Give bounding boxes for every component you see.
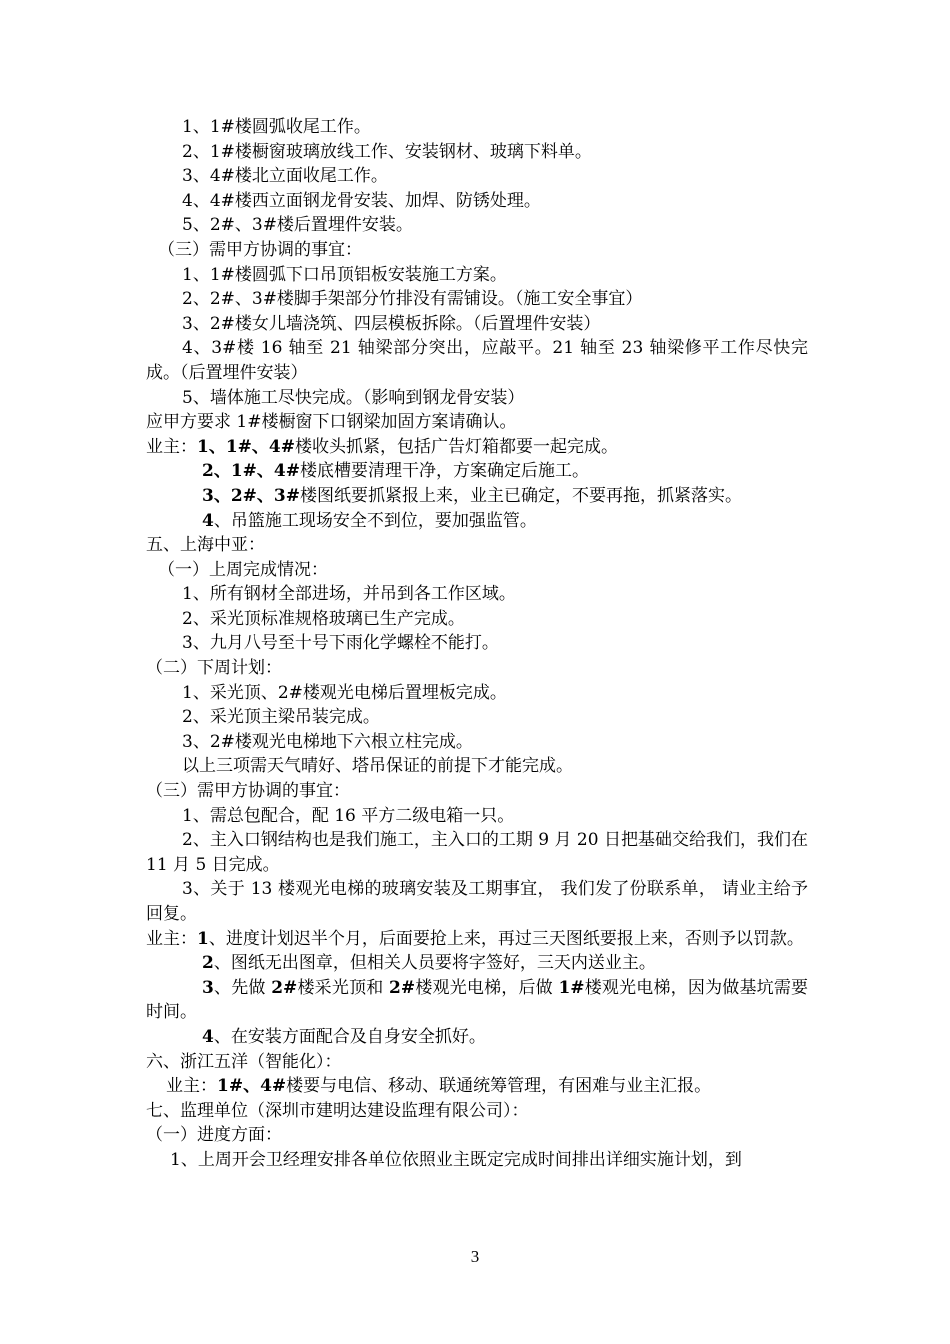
item-text: 楼要与电信、移动、联通统筹管理，有困难与业主汇报。 (286, 1076, 712, 1097)
document-body (146, 115, 808, 1173)
item-number: 2 (202, 953, 214, 974)
owner-remark (146, 435, 808, 460)
section-heading: （三）需甲方协调的事宜： (158, 239, 362, 260)
item-number: 4 (202, 1026, 214, 1047)
text-paragraph: 4、3#楼 16 轴至 21 轴梁部分突出，应敲平。21 轴至 23 轴梁修平工作尽快完成。（后置埋件安装） (146, 338, 808, 383)
text-line: 1、1#楼圆弧下口吊顶铝板安装施工方案。 (182, 264, 507, 285)
item-number: 1、1#、4# (197, 436, 295, 457)
item-text: 、在安装方面配合及自身安全抓好。 (213, 1026, 486, 1047)
page-number: 3 (470, 1247, 480, 1266)
text-line: 2、采光顶标准规格玻璃已生产完成。 (182, 608, 465, 629)
subsection-heading: （二）下周计划： (146, 658, 282, 679)
text-line: 5、2#、3#楼后置埋件安装。 (182, 215, 413, 236)
text-line: 1、所有钢材全部进场，并吊到各工作区域。 (182, 584, 516, 605)
text-paragraph: 3、关于 13 楼观光电梯的玻璃安装及工期事宜， 我们发了份联系单， 请业主给予回复。 (146, 879, 808, 924)
text-line: 3、4#楼北立面收尾工作。 (182, 166, 388, 187)
text-line: 应甲方要求 1#楼橱窗下口钢梁加固方案请确认。 (146, 412, 517, 433)
item-text: 楼收头抓紧，包括广告灯箱都要一起完成。 (294, 436, 618, 457)
text-line: 1、1#楼圆弧收尾工作。 (182, 117, 371, 137)
item-text: 楼图纸要抓紧报上来，业主已确定，不要再拖，抓紧落实。 (299, 485, 742, 506)
owner-remark (146, 509, 808, 534)
text-line: 以上三项需天气晴好、塔吊保证的前提下才能完成。 (182, 756, 573, 777)
subsection-heading: （一）上周完成情况： (158, 559, 328, 580)
owner-label: 业主： (166, 1076, 217, 1097)
owner-remark (146, 951, 808, 976)
section-heading: 六、浙江五洋（智能化）： (146, 1051, 342, 1072)
text-paragraph: 2、主入口钢结构也是我们施工，主入口的工期 9 月 20 日把基础交给我们，我们在 11 月 5 日完成。 (146, 830, 808, 875)
owner-remark (146, 1025, 808, 1050)
text-line: 1、需总包配合，配 16 平方二级电箱一只。 (182, 805, 515, 826)
item-text: 、先做 (213, 977, 272, 998)
item-number: 1 (197, 928, 209, 949)
item-bold: 2# (389, 977, 416, 998)
section-heading: 五、上海中亚： (146, 535, 265, 556)
text-line: 2、采光顶主梁吊装完成。 (182, 707, 380, 728)
item-text: 楼观光电梯，因为做基坑需要时间。 (146, 977, 809, 1023)
item-text: 楼观光电梯，后做 (415, 977, 559, 998)
owner-label: 业主： (146, 928, 197, 949)
item-text: 、吊篮施工现场安全不到位，要加强监管。 (213, 510, 537, 531)
owner-remark (146, 927, 808, 952)
owner-label: 业主： (146, 436, 197, 457)
text-line: 1、采光顶、2#楼观光电梯后置埋板完成。 (182, 682, 507, 703)
text-line: 2、2#、3#楼脚手架部分竹排没有需铺设。（施工安全事宜） (182, 289, 643, 310)
text-line: 4、4#楼西立面钢龙骨安装、加焊、防锈处理。 (182, 190, 541, 211)
item-number: 2、1#、4# (202, 461, 300, 482)
text-line: 1、上周开会卫经理安排各单位依照业主既定完成时间排出详细实施计划，到 (170, 1149, 742, 1170)
owner-remark (146, 976, 808, 1025)
owner-remark (146, 1074, 808, 1099)
subsection-heading: （三）需甲方协调的事宜： (146, 781, 350, 802)
item-number: 4 (202, 510, 214, 531)
item-text: 、图纸无出图章，但相关人员要将字签好，三天内送业主。 (213, 953, 656, 974)
text-line: 3、2#楼观光电梯地下六根立柱完成。 (182, 731, 473, 752)
item-number: 3、2#、3# (202, 485, 300, 506)
text-line: 5、墙体施工尽快完成。（影响到钢龙骨安装） (182, 387, 525, 408)
item-bold: 2# (271, 977, 298, 998)
owner-remark (146, 459, 808, 484)
item-text: 楼底槽要清理干净，方案确定后施工。 (299, 461, 589, 482)
subsection-heading: （一）进度方面： (146, 1125, 282, 1146)
item-text: 楼采光顶和 (297, 977, 390, 998)
section-heading: 七、监理单位（深圳市建明达建设监理有限公司）： (146, 1100, 529, 1121)
item-bold: 1#、4# (217, 1076, 287, 1097)
owner-remark (146, 484, 808, 509)
text-line: 3、2#楼女儿墙浇筑、四层模板拆除。（后置埋件安装） (182, 313, 601, 334)
item-bold: 1# (558, 977, 585, 998)
item-number: 3 (202, 977, 214, 998)
item-text: 、进度计划迟半个月，后面要抢上来，再过三天图纸要报上来，否则予以罚款。 (208, 928, 804, 949)
text-line: 2、1#楼橱窗玻璃放线工作、安装钢材、玻璃下料单。 (182, 141, 592, 162)
text-line: 3、九月八号至十号下雨化学螺栓不能打。 (182, 633, 499, 654)
